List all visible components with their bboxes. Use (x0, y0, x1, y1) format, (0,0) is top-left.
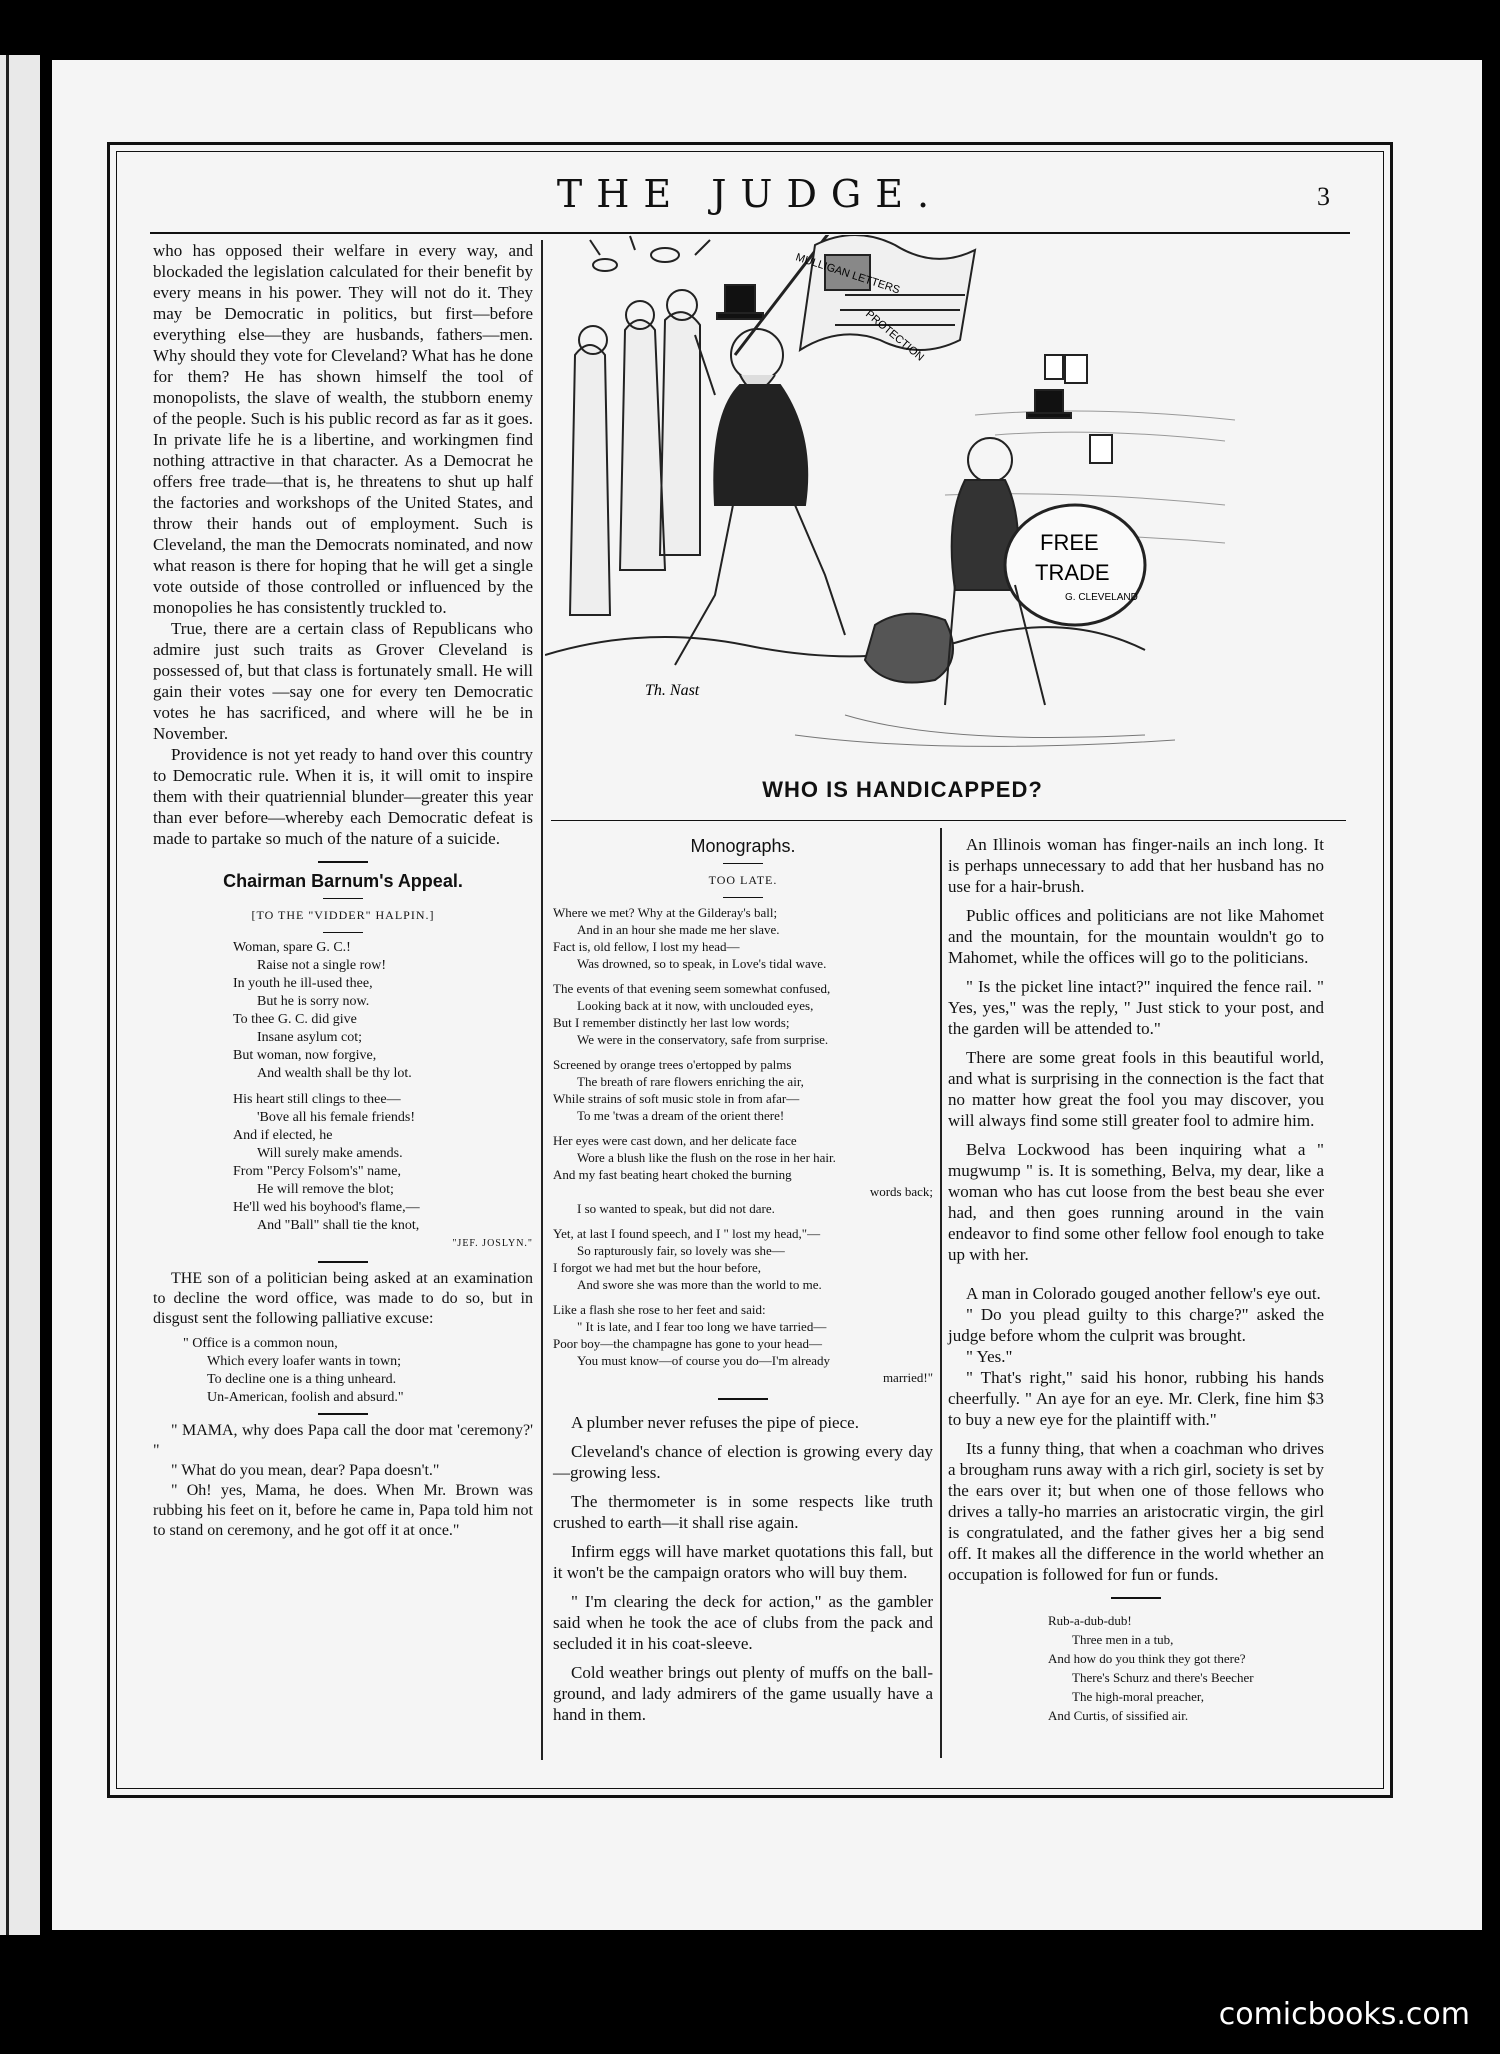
verse-line: And how do you think they got there? (1048, 1651, 1246, 1666)
left-column (153, 240, 533, 1541)
title-rule (323, 898, 363, 899)
cartoon-drawing (545, 235, 1260, 765)
joke-paragraph: " Is the picket line intact?" inquired the fence rail. " Yes, yes," was the reply, " Just stick to your post, and the garden will be attended to." (948, 977, 1324, 1038)
joke-paragraph: An Illinois woman has finger-nails an inch long. It is perhaps unnecessary to add that her husband has no use for a hair-brush. (948, 835, 1324, 896)
poem-line: His heart still clings to thee— (233, 1092, 401, 1107)
poem-stanza (553, 980, 933, 1048)
poem-line: Insane asylum cot; (257, 1030, 362, 1045)
masthead-rule (150, 232, 1350, 234)
poem-line: But woman, now forgive, (233, 1048, 377, 1063)
poem-signature: "JEF. JOSLYN." (452, 1238, 533, 1249)
poem-line: You must know—of course you do—I'm already (577, 1353, 831, 1368)
mama-paragraph: " Oh! yes, Mama, he does. When Mr. Brown was rubbing his feet on it, before he came in, Papa told him not to stand on ceremony, and he got off it at once." (153, 1482, 533, 1539)
poem-stanza (553, 1056, 933, 1124)
colorado-paragraph: " Do you plead guilty to this charge?" asked the judge before whom the culprit was brought. (948, 1305, 1324, 1345)
appeal-title: Chairman Barnum's Appeal. (223, 871, 463, 891)
poem-line: Fact is, old fellow, I lost my head— (553, 939, 740, 954)
poem-line: Screened by orange trees o'ertopped by palms (553, 1057, 792, 1072)
appeal-poem (153, 939, 533, 1253)
joke-paragraph: Cleveland's chance of election is growing every day—growing less. (553, 1442, 933, 1482)
poem-stanza (233, 1091, 533, 1253)
poem-line: Like a flash she rose to her feet and said: (553, 1302, 766, 1317)
joke-paragraph: The thermometer is in some respects like truth crushed to earth—it shall rise again. (553, 1492, 933, 1532)
verse-line: Three men in a tub, (1072, 1632, 1174, 1647)
column-rule (940, 828, 942, 1758)
poem-stanza (233, 939, 533, 1083)
poem-line: In youth he ill-used thee, (233, 976, 373, 991)
joke-paragraph: Its a funny thing, that when a coachman who drives a brougham runs away with a rich girl, society is set by the ears over it; but when one of those fellows who drives a tally-ho marries an aristocratic virgin, the girl is congratulated, and the father gives her a big send off. It makes all the difference in the world whether an occupation is followed for fun or funds. (948, 1439, 1324, 1584)
joke-paragraph: Infirm eggs will have market quotations this fall, but it won't be the campaign orators who will buy them. (553, 1542, 933, 1582)
bag-text-free: FREE (1040, 530, 1099, 555)
column-rule (541, 240, 543, 1760)
poem-line: Raise not a single row! (257, 958, 387, 973)
article-paragraph: Providence is not yet ready to hand over this country to Democratic rule. When it is, it will omit to inspire them with their quatriennial blunder—greater this year than ever before—whereby each Democratic defeat is made to partake so much of the nature of a suicide. (153, 745, 533, 848)
poem-line: The breath of rare flowers enriching the air, (577, 1074, 804, 1089)
poem-line: And in an hour she made me her slave. (577, 922, 780, 937)
colorado-paragraph: " Yes." (966, 1347, 1013, 1366)
middle-column (553, 828, 933, 1725)
poem-stanza (553, 904, 933, 972)
poem-line: married!" (882, 1370, 933, 1385)
subtitle-rule (323, 932, 363, 933)
verse-line: There's Schurz and there's Beecher (1072, 1670, 1254, 1685)
cartoon-caption: WHO IS HANDICAPPED? (762, 777, 1043, 802)
article-paragraph: who has opposed their welfare in every way, and blockaded the legislation calculated for their benefit by every means in his power. They will not do it. They may be Democratic in politics, but first—before everything else—they are husbands, fathers—men. Why should they vote for Cleveland? What has he done for them? He has shown himself the tool of monopolists, the slave of wealth, the stubborn enemy of the people. Such is his public record as far as it goes. In private life he is a libertine, and workingmen find nothing attractive in that character. As a Democrat he offers free trade—that is, he threatens to shut up half the factories and workshops of the United States, and throw their hands out of employment. Such is Cleveland, the man the Democrats nominated, and now what reason is there for hoping that he will get a single vote outside of those controlled or influenced by the monopolies he has consistently truckled to. (153, 241, 533, 617)
masthead-title: THE JUDGE. (556, 172, 944, 216)
office-verse (153, 1335, 533, 1407)
joke-paragraph: There are some great fools in this beautiful world, and what is surprising in the connection is the fact that no matter how great the fool you may discover, you will always find some still greater fool to admire him. (948, 1048, 1324, 1130)
poem-line: Woman, spare G. C.! (233, 940, 351, 955)
verse-line: The high-moral preacher, (1072, 1689, 1204, 1704)
joke-paragraph: A plumber never refuses the pipe of piece. (571, 1413, 859, 1432)
verse-line: " Office is a common noun, (183, 1336, 338, 1351)
caption-rule (551, 820, 1346, 821)
section-divider (318, 1261, 368, 1263)
mama-paragraph: " What do you mean, dear? Papa doesn't." (171, 1462, 440, 1479)
joke-paragraph: " I'm clearing the deck for action," as the gambler said when he took the ace of clubs from the pack and secluded it in his coat-sleeve. (553, 1592, 933, 1653)
appeal-subtitle: [TO THE "VIDDER" HALPIN.] (251, 908, 435, 922)
monographs-title: Monographs. (690, 836, 796, 856)
poem-line: He will remove the blot; (257, 1182, 394, 1197)
poem-line: And "Ball" shall tie the knot, (257, 1218, 420, 1233)
poem-line: But he is sorry now. (257, 994, 370, 1009)
poem-line: Was drowned, so to speak, in Love's tidal wave. (577, 956, 827, 971)
poem-stanza (553, 1301, 933, 1386)
colorado-paragraph: " That's right," said his honor, rubbing his hands cheerfully. " An aye for an eye. Mr. Clerk, fine him $3 to buy a new eye for the plaintiff with." (948, 1368, 1324, 1429)
joke-paragraph: Belva Lockwood has been inquiring what a " mugwump " is. It is something, Belva, my dear, like a woman who has cut loose from the best beau she ever had, and then goes running around in the vain endeavor to find some other fellow fool enough to take up with her. (948, 1140, 1324, 1264)
poem-line: " It is late, and I fear too long we have tarried— (577, 1319, 827, 1334)
section-divider (1111, 1597, 1161, 1599)
poem-line: 'Bove all his female friends! (257, 1110, 416, 1125)
colorado-paragraph: A man in Colorado gouged another fellow's eye out. (966, 1284, 1321, 1303)
artist-signature: Th. Nast (645, 682, 700, 699)
too-late-poem (553, 904, 933, 1386)
verse-line: Which every loafer wants in town; (207, 1354, 401, 1369)
verse-line: To decline one is a thing unheard. (207, 1372, 397, 1387)
verse-line: Rub-a-dub-dub! (1048, 1613, 1132, 1628)
poem-line: The events of that evening seem somewhat confused, (553, 981, 831, 996)
poem-line: Will surely make amends. (257, 1146, 403, 1161)
poem-line: I so wanted to speak, but did not dare. (577, 1201, 775, 1216)
poem-line: So rapturously fair, so lovely was she— (577, 1243, 785, 1258)
subtitle-rule (723, 897, 763, 898)
office-paragraph: THE son of a politician being asked at an examination to decline the word office, was made to do so, but in disgust sent the following palliative excuse: (153, 1270, 533, 1327)
bag-text-trade: TRADE (1035, 560, 1110, 585)
article-paragraph: True, there are a certain class of Republicans who admire just such traits as Grover Cleveland is possessed of, but that class is fortunately small. He will gain their votes —say one for every ten Democratic votes he has sacrificed, and where will he be in November. (153, 619, 533, 743)
section-divider (318, 1413, 368, 1415)
right-column (948, 834, 1324, 1725)
poem-line: From "Percy Folsom's" name, (233, 1164, 401, 1179)
monographs-subtitle: TOO LATE. (708, 873, 778, 887)
poem-line: I forgot we had met but the hour before, (553, 1260, 762, 1275)
poem-line: Where we met? Why at the Gilderay's ball; (553, 905, 778, 920)
poem-line: words back; (869, 1184, 933, 1199)
section-divider (318, 861, 368, 863)
rub-a-dub-verse (948, 1611, 1324, 1725)
title-rule (723, 863, 763, 864)
page-number: 3 (1317, 182, 1330, 211)
poem-line: Yet, at last I found speech, and I " lost my head,"— (553, 1226, 821, 1241)
mama-paragraph: " MAMA, why does Papa call the door mat 'ceremony?' " (153, 1422, 533, 1459)
poem-line: Wore a blush like the flush on the rose in her hair. (577, 1150, 836, 1165)
flag-ribbon-text: MULLIGAN LETTERS (794, 251, 902, 297)
joke-paragraph: Public offices and politicians are not like Mahomet and the mountain, for the mountain wouldn't go to Mahomet, while the offices will go to the politicians. (948, 906, 1324, 967)
poem-line: To me 'twas a dream of the orient there! (577, 1108, 785, 1123)
poem-line: He'll wed his boyhood's flame,— (233, 1200, 420, 1215)
poem-line: But I remember distinctly her last low words; (553, 1015, 790, 1030)
poem-stanza (553, 1132, 933, 1217)
section-divider (718, 1398, 768, 1400)
poem-line: Poor boy—the champagne has gone to your head— (553, 1336, 822, 1351)
verse-line: And Curtis, of sissified air. (1048, 1708, 1189, 1723)
poem-stanza (553, 1225, 933, 1293)
poem-line: To thee G. C. did give (233, 1012, 357, 1027)
poem-line: We were in the conservatory, safe from surprise. (577, 1032, 829, 1047)
joke-paragraph: Cold weather brings out plenty of muffs on the ball-ground, and lady admirers of the game usually have a hand in them. (553, 1663, 933, 1724)
poem-line: And my fast beating heart choked the burning (553, 1167, 792, 1182)
poem-line: And if elected, he (233, 1128, 333, 1143)
poem-line: While strains of soft music stole in from afar— (553, 1091, 800, 1106)
cartoon-illustration (545, 235, 1260, 765)
poem-line: Her eyes were cast down, and her delicate face (553, 1133, 797, 1148)
poem-line: Looking back at it now, with unclouded eyes, (577, 998, 814, 1013)
poem-line: And swore she was more than the world to me. (577, 1277, 822, 1292)
bag-text-name: G. CLEVELAND (1065, 592, 1138, 603)
watermark: comicbooks.com (1218, 1997, 1470, 2032)
verse-line: Un-American, foolish and absurd." (207, 1390, 404, 1405)
flag-text: PROTECTION (863, 308, 927, 364)
adjacent-page-edge (0, 55, 40, 1935)
poem-line: And wealth shall be thy lot. (257, 1066, 412, 1081)
